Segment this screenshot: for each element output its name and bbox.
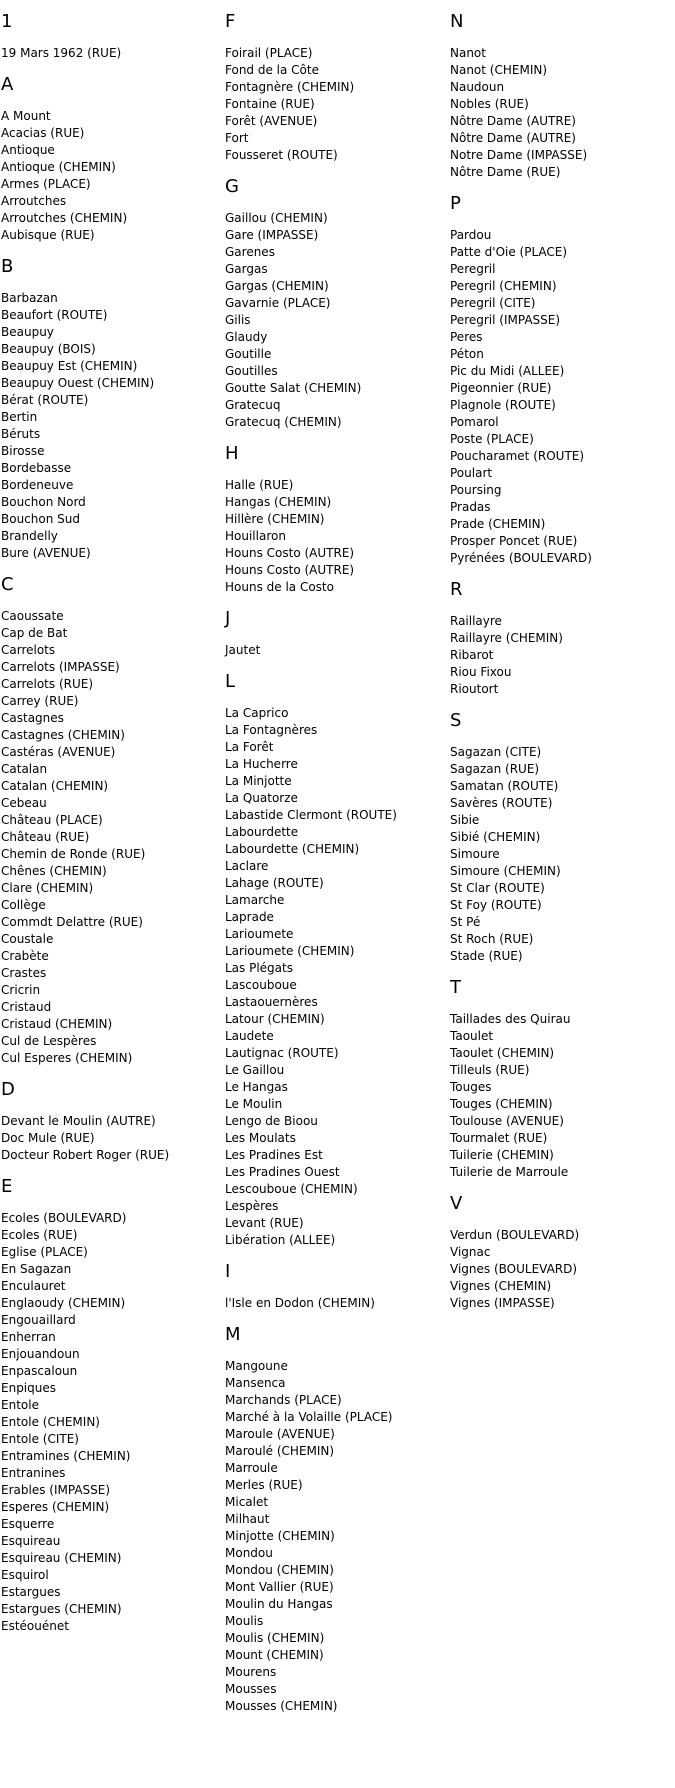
- letter-section: [225, 671, 445, 1249]
- street-entry: Laclare: [225, 859, 269, 873]
- street-entry: Cap de Bat: [1, 626, 68, 640]
- section-letter-heading: I: [225, 1261, 231, 1282]
- street-entry: St Clar (ROUTE): [450, 881, 545, 895]
- street-entry: Larioumete: [225, 927, 294, 941]
- street-entry: Peregril (CITE): [450, 296, 536, 310]
- street-entry: Hillère (CHEMIN): [225, 512, 325, 526]
- section-letter-heading: F: [225, 11, 236, 32]
- street-entry: Entranines: [1, 1466, 66, 1480]
- section-letter-heading: H: [225, 443, 239, 464]
- street-entry: Touges: [450, 1080, 492, 1094]
- street-entry: Brandelly: [1, 529, 58, 543]
- street-entry: Doc Mule (RUE): [1, 1131, 95, 1145]
- street-entry: Taoulet (CHEMIN): [450, 1046, 555, 1060]
- section-letter-heading: P: [450, 193, 461, 214]
- street-entry: Aubisque (RUE): [1, 228, 95, 242]
- street-entry: Poulart: [450, 466, 493, 480]
- street-entry: Lascouboue: [225, 978, 297, 992]
- street-entry: Marroule: [225, 1461, 278, 1475]
- street-entry: Béruts: [1, 427, 41, 441]
- street-entry: Lengo de Bioou: [225, 1114, 318, 1128]
- street-entry: Touges (CHEMIN): [450, 1097, 553, 1111]
- street-entry: Lespères: [225, 1199, 279, 1213]
- street-entry: Enpascaloun: [1, 1364, 78, 1378]
- street-entry: Engouaillard: [1, 1313, 76, 1327]
- street-entry: Verdun (BOULEVARD): [450, 1228, 580, 1242]
- street-entry: Beaupuy Est (CHEMIN): [1, 359, 138, 373]
- section-letter-heading: R: [450, 579, 463, 600]
- street-entry: Marchands (PLACE): [225, 1393, 342, 1407]
- letter-section: [225, 1324, 445, 1715]
- street-entry: Houns Costo (AUTRE): [225, 563, 355, 577]
- street-entry: Enherran: [1, 1330, 56, 1344]
- street-entry: 19 Mars 1962 (RUE): [1, 46, 122, 60]
- street-entry: Tourmalet (RUE): [450, 1131, 548, 1145]
- street-entry: Gaillou (CHEMIN): [225, 211, 328, 225]
- street-entry: St Pé: [450, 915, 481, 929]
- street-entry: Commdt Delattre (RUE): [1, 915, 143, 929]
- street-entry: Taoulet: [450, 1029, 494, 1043]
- street-entry: A Mount: [1, 109, 51, 123]
- street-entry: Mangoune: [225, 1359, 288, 1373]
- street-entry: Gratecuq (CHEMIN): [225, 415, 342, 429]
- letter-section: [450, 710, 670, 965]
- street-entry: Plagnole (ROUTE): [450, 398, 556, 412]
- street-entry: Antioque: [1, 143, 55, 157]
- street-entry: Libération (ALLEE): [225, 1233, 336, 1247]
- street-entry: Jautet: [225, 643, 261, 657]
- street-entry: Naudoun: [450, 80, 505, 94]
- street-entry: Laprade: [225, 910, 274, 924]
- street-entry: Micalet: [225, 1495, 269, 1509]
- street-entry: La Hucherre: [225, 757, 298, 771]
- street-entry: Ecoles (RUE): [1, 1228, 78, 1242]
- street-entry: Fort: [225, 131, 249, 145]
- street-entry: Le Gaillou: [225, 1063, 285, 1077]
- letter-section: [225, 11, 445, 164]
- section-letter-heading: C: [1, 574, 14, 595]
- section-letter-heading: N: [450, 11, 464, 32]
- street-entry: Poste (PLACE): [450, 432, 534, 446]
- street-entry: Entole (CITE): [1, 1432, 79, 1446]
- street-entry: Latour (CHEMIN): [225, 1012, 325, 1026]
- letter-section: [1, 1176, 221, 1635]
- street-entry: Château (PLACE): [1, 813, 103, 827]
- street-entry: Goutille: [225, 347, 272, 361]
- street-entry: Minjotte (CHEMIN): [225, 1529, 335, 1543]
- street-entry: Fond de la Côte: [225, 63, 319, 77]
- street-entry: Cul de Lespères: [1, 1034, 97, 1048]
- street-entry: Estéouénet: [1, 1619, 69, 1633]
- street-entry: Foirail (PLACE): [225, 46, 313, 60]
- street-entry: Nôtre Dame (AUTRE): [450, 114, 576, 128]
- letter-section: [450, 977, 670, 1181]
- street-entry: Les Moulats: [225, 1131, 296, 1145]
- street-entry: Mount (CHEMIN): [225, 1648, 324, 1662]
- street-entry: Antioque (CHEMIN): [1, 160, 116, 174]
- street-entry: Château (RUE): [1, 830, 90, 844]
- street-entry: Fontagnère (CHEMIN): [225, 80, 355, 94]
- section-letter-heading: S: [450, 710, 462, 731]
- street-entry: Prade (CHEMIN): [450, 517, 546, 531]
- street-entry: Goutte Salat (CHEMIN): [225, 381, 362, 395]
- section-letter-heading: D: [1, 1079, 15, 1100]
- street-entry: Le Moulin: [225, 1097, 283, 1111]
- street-entry: Ecoles (BOULEVARD): [1, 1211, 127, 1225]
- letter-section: [1, 574, 221, 1067]
- street-entry: Gratecuq: [225, 398, 281, 412]
- street-entry: Ribarot: [450, 648, 494, 662]
- street-entry: Mansenca: [225, 1376, 286, 1390]
- street-entry: Moulin du Hangas: [225, 1597, 333, 1611]
- street-entry: Les Pradines Est: [225, 1148, 323, 1162]
- street-entry: Mourens: [225, 1665, 277, 1679]
- section-letter-heading: J: [225, 608, 231, 629]
- street-entry: Les Pradines Ouest: [225, 1165, 340, 1179]
- street-entry: La Minjotte: [225, 774, 292, 788]
- street-entry: Stade (RUE): [450, 949, 523, 963]
- street-entry: Bouchon Nord: [1, 495, 86, 509]
- street-entry: Goutilles: [225, 364, 278, 378]
- street-entry: Peres: [450, 330, 483, 344]
- section-letter-heading: E: [1, 1176, 13, 1197]
- letter-section: [225, 608, 445, 659]
- street-entry: Castagnes: [1, 711, 64, 725]
- street-entry: Castagnes (CHEMIN): [1, 728, 125, 742]
- street-entry: Carrelots (IMPASSE): [1, 660, 120, 674]
- street-entry: Notre Dame (IMPASSE): [450, 148, 588, 162]
- street-entry: Entramines (CHEMIN): [1, 1449, 131, 1463]
- street-entry: Garenes: [225, 245, 275, 259]
- street-entry: Nanot: [450, 46, 486, 60]
- street-entry: Halle (RUE): [225, 478, 294, 492]
- street-entry: Simoure (CHEMIN): [450, 864, 561, 878]
- street-entry: Caoussate: [1, 609, 64, 623]
- street-entry: Bertin: [1, 410, 38, 424]
- street-entry: Merles (RUE): [225, 1478, 303, 1492]
- section-letter-heading: T: [450, 977, 461, 998]
- street-entry: Carrey (RUE): [1, 694, 79, 708]
- street-entry: Entole: [1, 1398, 39, 1412]
- street-entry: Lastaouernères: [225, 995, 318, 1009]
- street-entry: Erables (IMPASSE): [1, 1483, 111, 1497]
- street-entry: Clare (CHEMIN): [1, 881, 94, 895]
- street-entry: La Quatorze: [225, 791, 298, 805]
- street-entry: En Sagazan: [1, 1262, 72, 1276]
- street-entry: Esquireau (CHEMIN): [1, 1551, 122, 1565]
- street-entry: Birosse: [1, 444, 45, 458]
- street-entry: Tuilerie de Marroule: [450, 1165, 569, 1179]
- street-entry: Cristaud: [1, 1000, 52, 1014]
- letter-section: [225, 176, 445, 431]
- street-entry: Larioumete (CHEMIN): [225, 944, 355, 958]
- street-entry: Glaudy: [225, 330, 268, 344]
- street-entry: Gavarnie (PLACE): [225, 296, 331, 310]
- street-entry: Armes (PLACE): [1, 177, 91, 191]
- street-entry: Labourdette (CHEMIN): [225, 842, 360, 856]
- street-index-column-2: [225, 0, 445, 1715]
- letter-section: [1, 74, 221, 244]
- street-entry: Tuilerie (CHEMIN): [450, 1148, 554, 1162]
- letter-section: [225, 1261, 445, 1312]
- street-entry: Gargas (CHEMIN): [225, 279, 329, 293]
- street-entry: Collège: [1, 898, 46, 912]
- street-entry: Vignes (BOULEVARD): [450, 1262, 578, 1276]
- street-entry: Carrelots: [1, 643, 56, 657]
- street-entry: Enpiques: [1, 1381, 56, 1395]
- street-entry: Vignes (IMPASSE): [450, 1296, 555, 1310]
- letter-section: [450, 193, 670, 567]
- street-entry: Docteur Robert Roger (RUE): [1, 1148, 170, 1162]
- street-entry: Péton: [450, 347, 484, 361]
- street-entry: Bordeneuve: [1, 478, 74, 492]
- street-entry: Las Plégats: [225, 961, 293, 975]
- street-entry: Mont Vallier (RUE): [225, 1580, 334, 1594]
- street-entry: Labourdette: [225, 825, 299, 839]
- street-entry: Carrelots (RUE): [1, 677, 94, 691]
- street-entry: Levant (RUE): [225, 1216, 304, 1230]
- street-entry: Eglise (PLACE): [1, 1245, 88, 1259]
- street-entry: Beaupuy: [1, 325, 54, 339]
- street-entry: Le Hangas: [225, 1080, 288, 1094]
- street-entry: Mondou (CHEMIN): [225, 1563, 334, 1577]
- street-entry: Bérat (ROUTE): [1, 393, 89, 407]
- street-entry: Riou Fixou: [450, 665, 512, 679]
- street-entry: Enjouandoun: [1, 1347, 80, 1361]
- street-entry: Peregril: [450, 262, 496, 276]
- letter-section: [1, 1079, 221, 1164]
- street-entry: Englaoudy (CHEMIN): [1, 1296, 126, 1310]
- street-entry: Esquerre: [1, 1517, 55, 1531]
- letter-section: [450, 11, 670, 181]
- street-entry: Tilleuls (RUE): [450, 1063, 530, 1077]
- street-entry: Nôtre Dame (AUTRE): [450, 131, 576, 145]
- street-entry: Mousses: [225, 1682, 277, 1696]
- street-entry: Maroule (AVENUE): [225, 1427, 335, 1441]
- street-entry: Vignac: [450, 1245, 491, 1259]
- street-entry: Lamarche: [225, 893, 285, 907]
- street-entry: Mondou: [225, 1546, 273, 1560]
- street-entry: Pic du Midi (ALLEE): [450, 364, 565, 378]
- street-entry: Rioutort: [450, 682, 499, 696]
- street-entry: Vignes (CHEMIN): [450, 1279, 552, 1293]
- street-entry: Arroutches: [1, 194, 67, 208]
- street-entry: Laudete: [225, 1029, 274, 1043]
- street-entry: Beaupuy Ouest (CHEMIN): [1, 376, 155, 390]
- street-entry: Cebeau: [1, 796, 47, 810]
- street-entry: Toulouse (AVENUE): [450, 1114, 564, 1128]
- street-entry: Lautignac (ROUTE): [225, 1046, 339, 1060]
- section-letter-heading: M: [225, 1324, 241, 1345]
- street-entry: Lescouboue (CHEMIN): [225, 1182, 358, 1196]
- street-entry: La Fontagnères: [225, 723, 318, 737]
- street-entry: Pyrénées (BOULEVARD): [450, 551, 592, 565]
- street-entry: La Caprico: [225, 706, 289, 720]
- street-entry: Hangas (CHEMIN): [225, 495, 332, 509]
- street-entry: Chênes (CHEMIN): [1, 864, 107, 878]
- street-entry: Gargas: [225, 262, 268, 276]
- street-entry: Gare (IMPASSE): [225, 228, 319, 242]
- street-entry: Marché à la Volaille (PLACE): [225, 1410, 393, 1424]
- letter-section: [450, 579, 670, 698]
- street-entry: Crastes: [1, 966, 47, 980]
- street-entry: Raillayre (CHEMIN): [450, 631, 563, 645]
- street-entry: Catalan (CHEMIN): [1, 779, 109, 793]
- street-entry: Fousseret (ROUTE): [225, 148, 338, 162]
- letter-section: [1, 256, 221, 562]
- street-entry: Moulis (CHEMIN): [225, 1631, 325, 1645]
- street-entry: Nôtre Dame (RUE): [450, 165, 561, 179]
- street-entry: Bure (AVENUE): [1, 546, 91, 560]
- street-entry: Forêt (AVENUE): [225, 114, 318, 128]
- street-entry: Catalan: [1, 762, 48, 776]
- street-entry: Peregril (IMPASSE): [450, 313, 561, 327]
- street-entry: Pardou: [450, 228, 492, 242]
- street-entry: Esquirol: [1, 1568, 49, 1582]
- street-entry: Acacias (RUE): [1, 126, 85, 140]
- street-entry: Taillades des Quirau: [450, 1012, 571, 1026]
- street-index-column-1: [1, 0, 221, 1635]
- street-entry: Houns Costo (AUTRE): [225, 546, 355, 560]
- section-letter-heading: B: [1, 256, 14, 277]
- street-entry: Pradas: [450, 500, 491, 514]
- street-entry: Labastide Clermont (ROUTE): [225, 808, 397, 822]
- street-entry: Bordebasse: [1, 461, 72, 475]
- street-entry: Poursing: [450, 483, 502, 497]
- street-entry: Houns de la Costo: [225, 580, 334, 594]
- street-entry: Arroutches (CHEMIN): [1, 211, 128, 225]
- letter-section: [1, 11, 221, 62]
- section-letter-heading: A: [1, 74, 14, 95]
- street-entry: l'Isle en Dodon (CHEMIN): [225, 1296, 375, 1310]
- street-entry: Gilis: [225, 313, 251, 327]
- street-entry: Maroulé (CHEMIN): [225, 1444, 335, 1458]
- street-entry: Bouchon Sud: [1, 512, 80, 526]
- section-letter-heading: L: [225, 671, 236, 692]
- street-entry: St Foy (ROUTE): [450, 898, 542, 912]
- street-entry: La Forêt: [225, 740, 274, 754]
- street-entry: Fontaine (RUE): [225, 97, 315, 111]
- street-entry: Chemin de Ronde (RUE): [1, 847, 146, 861]
- street-entry: Milhaut: [225, 1512, 270, 1526]
- street-entry: Houillaron: [225, 529, 286, 543]
- street-entry: Moulis: [225, 1614, 264, 1628]
- street-entry: Beaupuy (BOIS): [1, 342, 96, 356]
- street-entry: Estargues (CHEMIN): [1, 1602, 122, 1616]
- street-entry: Beaufort (ROUTE): [1, 308, 108, 322]
- street-index-column-3: [450, 0, 670, 1312]
- street-entry: Peregril (CHEMIN): [450, 279, 557, 293]
- section-letter-heading: G: [225, 176, 239, 197]
- street-entry: Sibié (CHEMIN): [450, 830, 541, 844]
- street-entry: Raillayre: [450, 614, 502, 628]
- street-entry: Cul Esperes (CHEMIN): [1, 1051, 133, 1065]
- street-entry: Pigeonnier (RUE): [450, 381, 552, 395]
- street-entry: Savères (ROUTE): [450, 796, 553, 810]
- street-entry: St Roch (RUE): [450, 932, 534, 946]
- letter-section: [225, 443, 445, 596]
- street-entry: Lahage (ROUTE): [225, 876, 324, 890]
- street-entry: Mousses (CHEMIN): [225, 1699, 338, 1713]
- street-entry: Esquireau: [1, 1534, 61, 1548]
- street-entry: Poucharamet (ROUTE): [450, 449, 585, 463]
- section-letter-heading: V: [450, 1193, 463, 1214]
- street-entry: Sibie: [450, 813, 480, 827]
- street-entry: Simoure: [450, 847, 500, 861]
- street-entry: Nanot (CHEMIN): [450, 63, 548, 77]
- street-entry: Coustale: [1, 932, 54, 946]
- street-entry: Samatan (ROUTE): [450, 779, 559, 793]
- street-entry: Entole (CHEMIN): [1, 1415, 100, 1429]
- street-entry: Esperes (CHEMIN): [1, 1500, 110, 1514]
- street-entry: Estargues: [1, 1585, 61, 1599]
- street-entry: Nobles (RUE): [450, 97, 529, 111]
- street-entry: Pomarol: [450, 415, 499, 429]
- street-entry: Enculauret: [1, 1279, 66, 1293]
- street-entry: Castéras (AVENUE): [1, 745, 116, 759]
- street-entry: Devant le Moulin (AUTRE): [1, 1114, 156, 1128]
- street-entry: Patte d'Oie (PLACE): [450, 245, 568, 259]
- street-entry: Cricrin: [1, 983, 41, 997]
- section-letter-heading: 1: [1, 11, 13, 32]
- letter-section: [450, 1193, 670, 1312]
- street-entry: Barbazan: [1, 291, 58, 305]
- street-entry: Sagazan (CITE): [450, 745, 542, 759]
- street-entry: Prosper Poncet (RUE): [450, 534, 578, 548]
- street-entry: Sagazan (RUE): [450, 762, 540, 776]
- street-entry: Crabète: [1, 949, 49, 963]
- street-entry: Cristaud (CHEMIN): [1, 1017, 113, 1031]
